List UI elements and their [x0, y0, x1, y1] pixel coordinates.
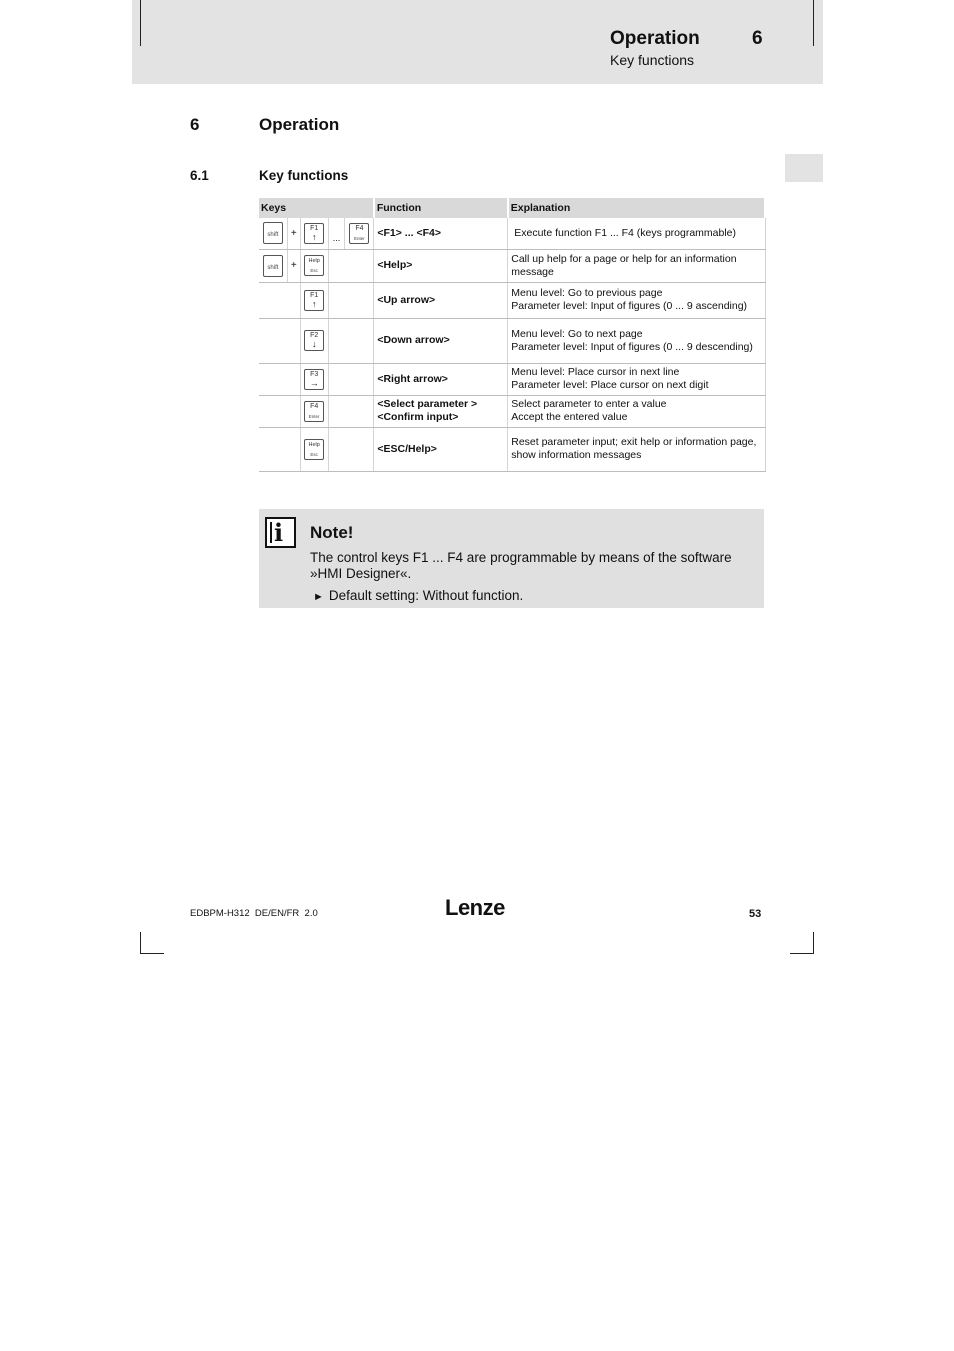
key-cell: [259, 249, 287, 282]
plus-sign: +: [290, 227, 297, 239]
f4-enter-key-icon: F4 Enter: [304, 401, 324, 422]
crop-mark: [790, 953, 814, 954]
function-cell: <Right arrow>: [374, 363, 508, 395]
key-cell: [287, 249, 300, 282]
explanation-cell: Reset parameter input; exit help or information page, show information messages: [508, 427, 765, 471]
key-cell: [328, 427, 374, 471]
header-band: [132, 0, 823, 84]
bullet-arrow-icon: ►: [313, 591, 324, 603]
lenze-logo: Lenze: [445, 895, 505, 920]
key-cell: [328, 318, 374, 363]
function-cell: <Down arrow>: [374, 318, 508, 363]
f1-up-key-icon: F1 ↑: [304, 223, 324, 244]
plus-sign: +: [290, 260, 297, 271]
table-row: [259, 318, 765, 363]
key-cell: [300, 249, 328, 282]
key-cell: [300, 282, 328, 318]
key-cell: [259, 427, 300, 471]
crop-mark: [813, 932, 814, 954]
key-cell: [300, 395, 328, 427]
function-cell: <Help>: [374, 249, 508, 282]
table-row: [259, 282, 765, 318]
ellipsis: ...: [332, 232, 341, 243]
note-box: [259, 509, 764, 608]
crop-mark: [140, 953, 164, 954]
crop-mark: [140, 932, 141, 954]
note-bullet-text: Default setting: Without function.: [328, 588, 524, 603]
explanation-cell: Call up help for a page or help for an information message: [508, 249, 765, 282]
f4-enter-key-icon: F4 Enter: [349, 223, 369, 244]
key-functions-table: [259, 198, 766, 472]
chapter-tab-marker: [785, 154, 823, 182]
key-cell: [345, 218, 374, 249]
column-header-function: Function: [374, 198, 508, 218]
function-cell: <Select parameter > <Confirm input>: [374, 395, 508, 427]
f3-right-arrow-key-icon: F3 →: [304, 369, 324, 390]
key-cell: [287, 218, 300, 249]
key-cell: [259, 318, 300, 363]
shift-key-icon: shift: [263, 222, 283, 244]
note-bullet: [313, 588, 523, 603]
key-cell: [328, 249, 374, 282]
table-row: [259, 395, 765, 427]
key-cell: [259, 218, 287, 249]
f2-down-arrow-key-icon: F2 ↓: [304, 330, 324, 351]
header-subtitle: Key functions: [610, 52, 695, 68]
function-cell: <F1> ... <F4>: [374, 218, 508, 249]
page-number: 53: [749, 908, 762, 920]
key-cell: [328, 218, 345, 249]
explanation-cell: Menu level: Go to next page Parameter level: Input of figures (0 ... 9 descending): [508, 318, 765, 363]
footer-document-id: EDBPM-H312 DE/EN/FR 2.0: [190, 908, 318, 919]
column-header-explanation: Explanation: [508, 198, 765, 218]
table-row: [259, 218, 765, 249]
key-cell: [300, 427, 328, 471]
explanation-cell: Execute function F1 ... F4 (keys programmable): [508, 218, 765, 249]
table-row: [259, 363, 765, 395]
note-text: The control keys F1 ... F4 are programmable by means of the software »HMI Designer«.: [310, 550, 732, 581]
key-cell: [259, 282, 300, 318]
crop-mark: [813, 0, 814, 46]
subsection-title: Key functions: [259, 168, 349, 183]
key-cell: [259, 395, 300, 427]
key-cell: [328, 282, 374, 318]
explanation-cell: Menu level: Place cursor in next line Parameter level: Place cursor on next digit: [508, 363, 765, 395]
info-icon: i: [265, 517, 296, 548]
header-title: Operation: [610, 28, 700, 49]
key-cell: [328, 363, 374, 395]
table-row: [259, 249, 765, 282]
key-cell: [300, 318, 328, 363]
key-cell: [259, 363, 300, 395]
function-cell: <Up arrow>: [374, 282, 508, 318]
section-title: Operation: [259, 115, 340, 134]
key-cell: [300, 363, 328, 395]
f1-up-arrow-key-icon: F1 ↑: [304, 290, 324, 311]
table-row: [259, 427, 765, 471]
key-cell: [300, 218, 328, 249]
help-esc-key-icon: Help Esc: [304, 439, 324, 460]
section-number: 6: [190, 115, 200, 134]
header-chapter-number: 6: [752, 28, 763, 49]
table-header-row: [259, 198, 765, 218]
subsection-number: 6.1: [190, 168, 209, 183]
column-header-keys: Keys: [259, 198, 374, 218]
key-cell: [328, 395, 374, 427]
shift-key-icon: shift: [263, 255, 283, 277]
function-cell: <ESC/Help>: [374, 427, 508, 471]
help-esc-key-icon: Help Esc: [304, 255, 324, 276]
note-title: Note!: [310, 523, 354, 542]
crop-mark: [140, 0, 141, 46]
explanation-cell: Select parameter to enter a value Accept the entered value: [508, 395, 765, 427]
explanation-cell: Menu level: Go to previous page Parameter level: Input of figures (0 ... 9 ascending): [508, 282, 765, 318]
